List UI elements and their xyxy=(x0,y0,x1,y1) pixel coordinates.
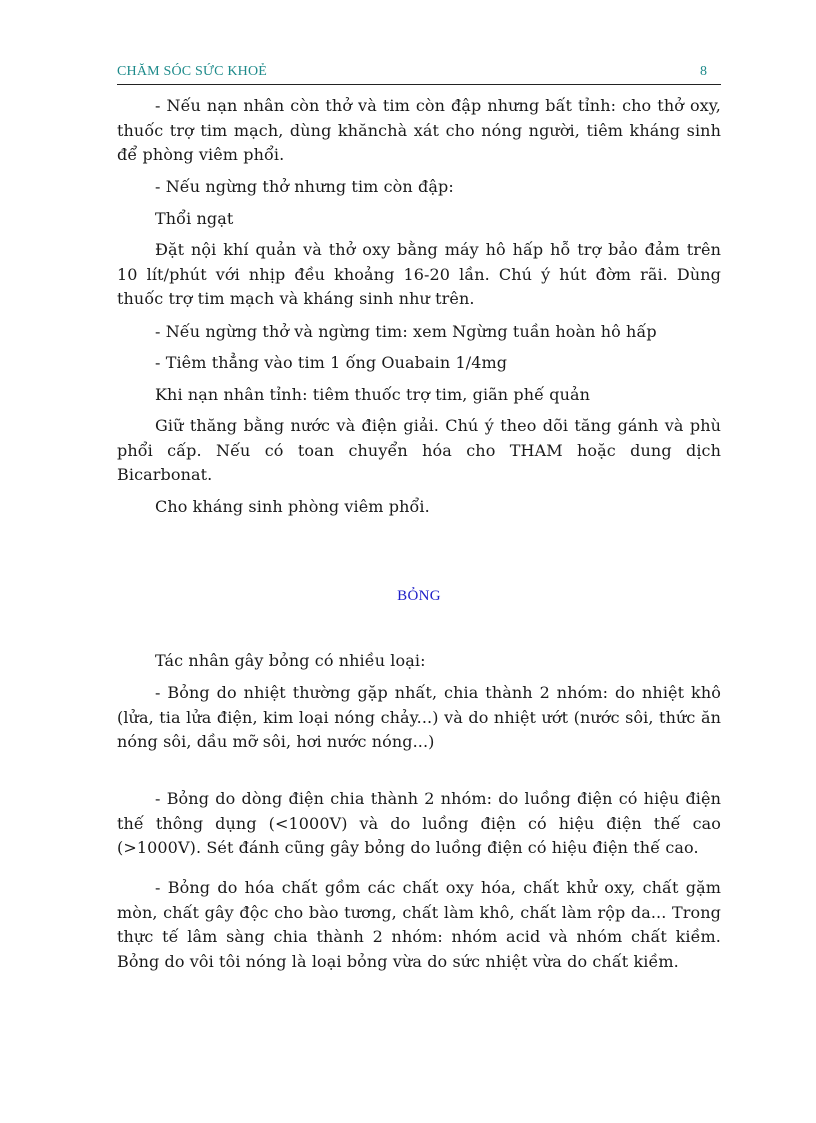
paragraph: - Nếu ngừng thở và ngừng tim: xem Ngừng tuần hoàn hô hấp xyxy=(155,322,657,341)
page-header xyxy=(117,58,721,85)
paragraph: - Tiêm thẳng vào tim 1 ống Ouabain 1/4mg xyxy=(155,353,508,372)
paragraph: Cho kháng sinh phòng viêm phổi. xyxy=(155,497,430,516)
paragraph: Tác nhân gây bỏng có nhiều loại: xyxy=(155,651,426,670)
header-title: CHĂM SÓC SỨC KHOẺ xyxy=(117,64,268,79)
paragraph: Đặt nội khí quản và thở oxy bằng máy hô hấp hỗ trợ bảo đảm trên 10 lít/phút với nhịp đều khoảng 16-20 lần. Chú ý hút đờm rãi. Dùng thuốc trợ tim mạch và kháng sinh như trên. xyxy=(117,240,721,309)
paragraph: Giữ thăng bằng nước và điện giải. Chú ý theo dõi tăng gánh và phù phổi cấp. Nếu có toan chuyển hóa cho THAM hoặc dung dịch Bicarbonat. xyxy=(117,416,721,485)
paragraph: - Nếu nạn nhân còn thở và tim còn đập nhưng bất tỉnh: cho thở oxy, thuốc trợ tim mạch, dùng khănchà xát cho nóng người, tiêm kháng sinh để phòng viêm phổi. xyxy=(117,96,721,165)
paragraph: - Bỏng do nhiệt thường gặp nhất, chia thành 2 nhóm: do nhiệt khô (lửa, tia lửa điện, kim loại nóng chảy...) và do nhiệt ướt (nước sôi, thức ăn nóng sôi, dầu mỡ sôi, hơi nước nóng...) xyxy=(117,683,721,752)
page-number: 8 xyxy=(700,64,707,79)
paragraph: Khi nạn nhân tỉnh: tiêm thuốc trợ tim, giãn phế quản xyxy=(155,385,591,404)
paragraph: - Bỏng do hóa chất gồm các chất oxy hóa, chất khử oxy, chất gặm mòn, chất gây độc cho bào tương, chất làm khô, chất làm rộp da... Trong thực tế lâm sàng chia thành 2 nhóm: nhóm acid và nhóm chất kiềm. Bỏng do vôi tôi nóng là loại bỏng vừa do sức nhiệt vừa do chất kiềm. xyxy=(117,878,721,971)
paragraph: - Nếu ngừng thở nhưng tim còn đập: xyxy=(155,177,454,196)
section-title: BỎNG xyxy=(397,588,441,604)
paragraph: Thổi ngạt xyxy=(155,209,234,228)
paragraph: - Bỏng do dòng điện chia thành 2 nhóm: do luồng điện có hiệu điện thế thông dụng (<1000V) và do luồng điện có hiệu điện thế cao (>1000V). Sét đánh cũng gây bỏng do luồng điện có hiệu điện thế cao. xyxy=(117,789,721,858)
